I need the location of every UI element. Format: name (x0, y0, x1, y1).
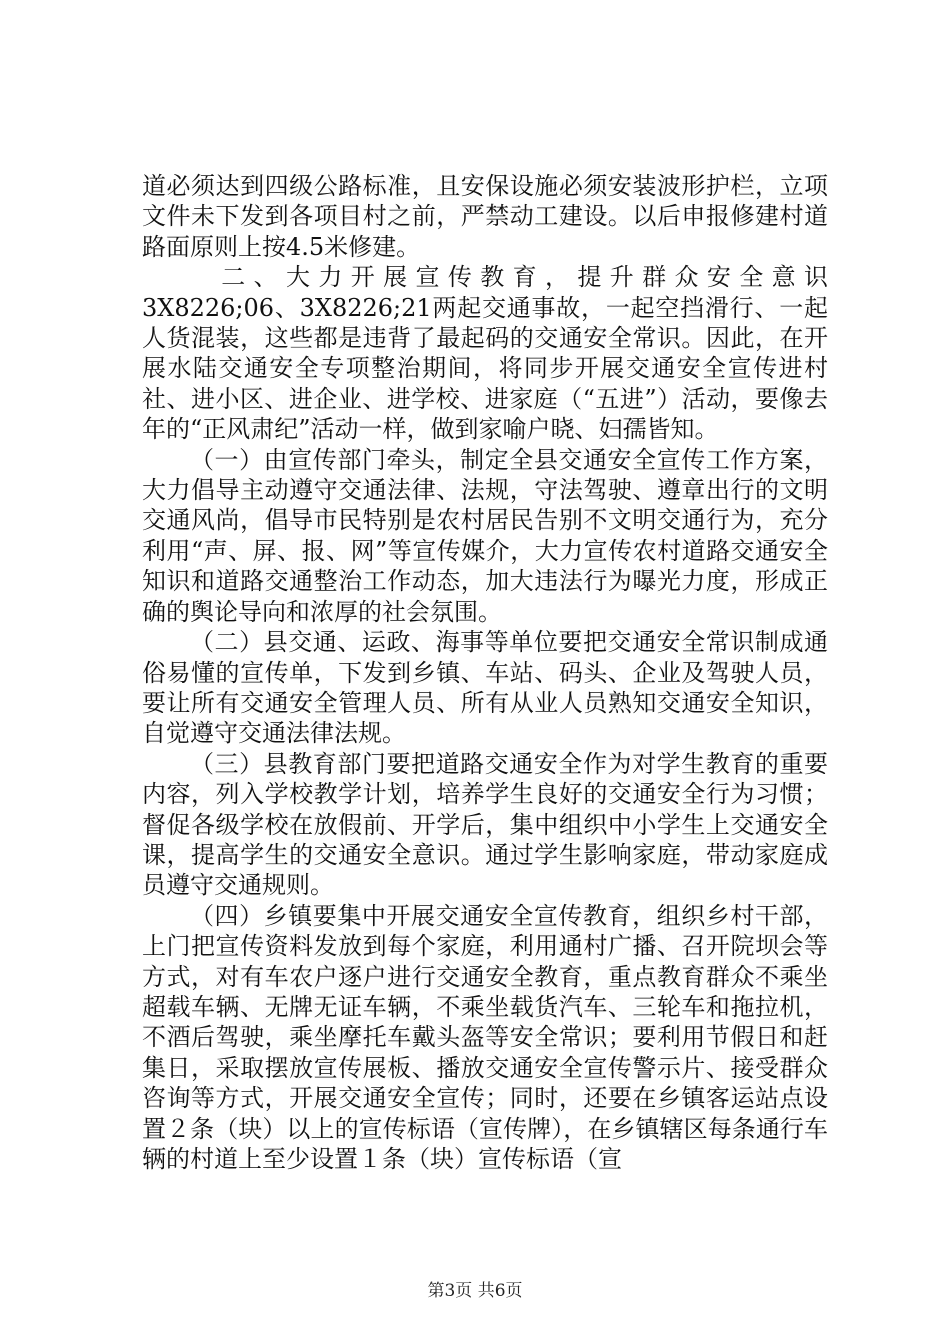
paragraph-item-four: （四）乡镇要集中开展交通安全宣传教育，组织乡村干部，上门把宣传资料发放到每个家庭，利用通村广播、召开院坝会等方式，对有车农户逐户进行交通安全教育，重点教育群众不乘坐超载车辆、无牌无证车辆，不乘坐载货汽车、三轮车和拖拉机，不酒后驾驶，乘坐摩托车戴头盔等安全常识；要利用节假日和赶集日，采取摆放宣传展板、播放交通安全宣传警示片、接受群众咨询等方式，开展交通安全宣传；同时，还要在乡镇客运站点设置２条（块）以上的宣传标语（宣传牌），在乡镇辖区每条通行车辆的村道上至少设置１条（块）宣传标语（宣 (142, 901, 828, 1173)
page-number-footer: 第3页 共6页 (427, 1281, 523, 1301)
paragraph-item-three: （三）县教育部门要把道路交通安全作为对学生教育的重要内容，列入学校教学计划，培养学生良好的交通安全行为习惯；督促各级学校在放假前、开学后，集中组织中小学生上交通安全课，提高学生的交通安全意识。通过学生影响家庭，带动家庭成员遵守交通规则。 (142, 749, 828, 900)
paragraph-section-two-heading: 二、大力开展宣传教育，提升群众安全意识3X8226;06、3X8226;21两起交通事故，一起空挡滑行、一起人货混装，这些都是违背了最起码的交通安全常识。因此，在开展水陆交通安全专项整治期间，将同步开展交通安全宣传进村社、进小区、进企业、进学校、进家庭（“五进”）活动，要像去年的“正风肃纪”活动一样，做到家喻户晓、妇孺皆知。 (142, 263, 828, 444)
paragraph-item-two: （二）县交通、运政、海事等单位要把交通安全常识制成通俗易懂的宣传单，下发到乡镇、车站、码头、企业及驾驶人员，要让所有交通安全管理人员、所有从业人员熟知交通安全知识，自觉遵守交通法律法规。 (142, 628, 828, 748)
paragraph-item-one: （一）由宣传部门牵头，制定全县交通安全宣传工作方案，大力倡导主动遵守交通法律、法规，守法驾驶、遵章出行的文明交通风尚，倡导市民特别是农村居民告别不文明交通行为，充分利用“声、屏、报、网”等宣传媒介，大力宣传农村道路交通安全知识和道路交通整治工作动态，加大违法行为曝光力度，形成正确的舆论导向和浓厚的社会氛围。 (142, 445, 828, 626)
paragraph-road-standard: 道必须达到四级公路标准，且安保设施必须安装波形护栏，立项文件未下发到各项目村之前，严禁动工建设。以后申报修建村道路面原则上按4.5米修建。 (142, 172, 828, 261)
document-body (142, 171, 828, 1174)
